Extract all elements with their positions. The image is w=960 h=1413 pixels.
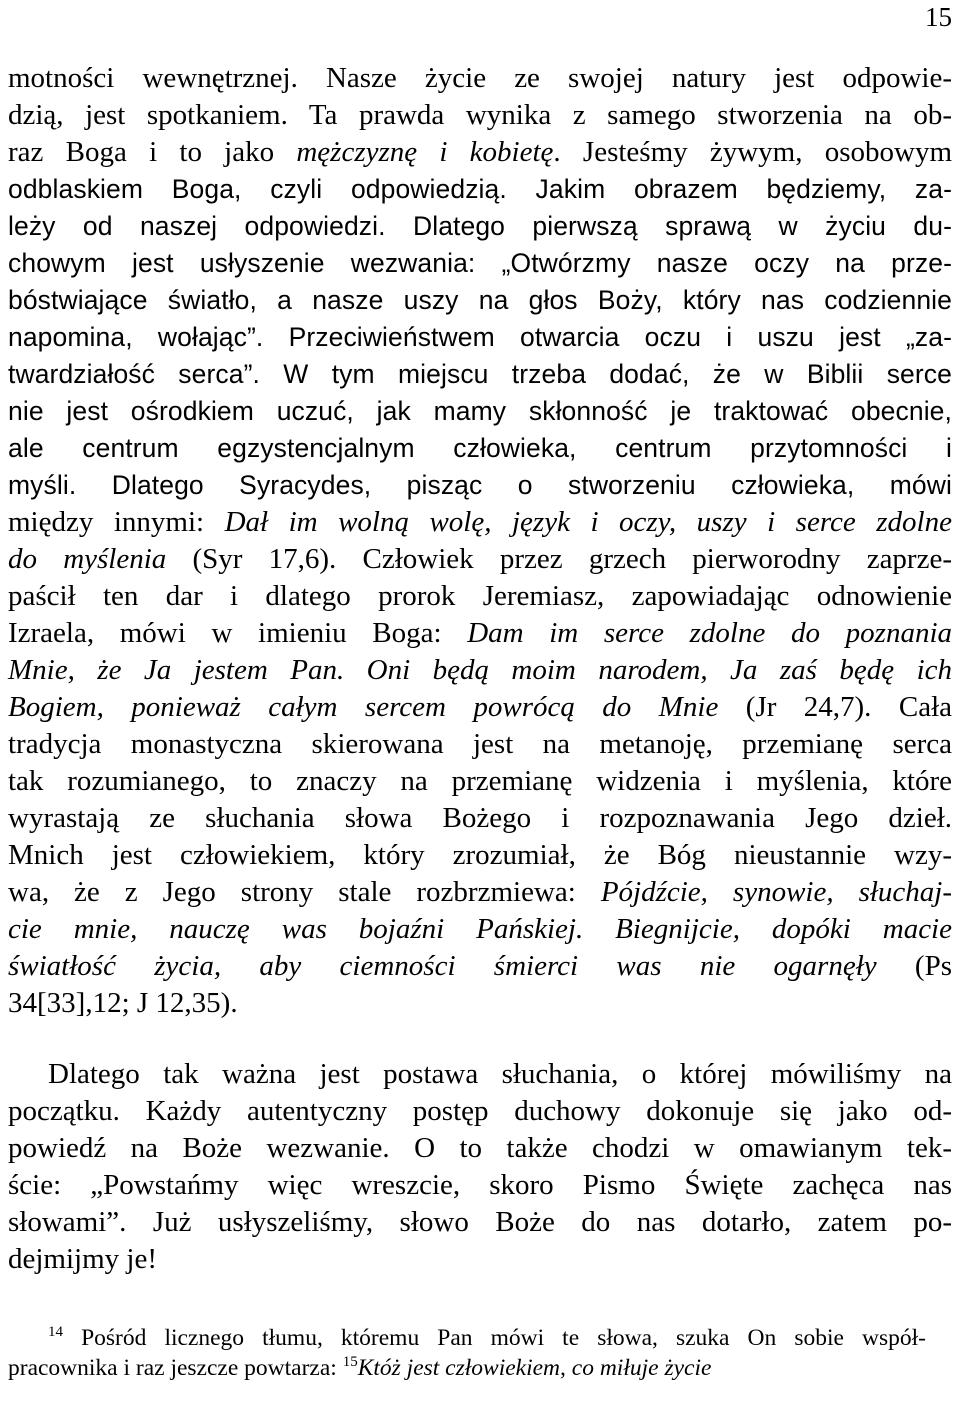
text-line: Izraela, mówi w imieniu Boga: Dam im serce zdolne do poznania — [8, 617, 952, 649]
footnote-14: $^{14}$ Pośród licznego tłumu, któremu Pan mówi te słowa, szuka On sobie współ- — [48, 1324, 926, 1351]
italic-quote: Bogiem, ponieważ całym sercem powrócą do Mnie — [8, 691, 719, 723]
italic-quote: Dał im wolną wolę, język i oczy, uszy i serce zdolne — [224, 506, 952, 538]
text-line: motności wewnętrznej. Nasze życie ze swojej natury jest odpowie- — [8, 62, 952, 94]
text-line: 34[33],12; J 12,35). — [8, 987, 238, 1019]
text-line: Bogiem, ponieważ całym sercem powrócą do Mnie (Jr 24,7). Cała — [8, 691, 952, 723]
text-line: wyrastają ze słuchania słowa Bożego i rozpoznawania Jego dzieł. — [8, 802, 952, 834]
text-line: Mnie, że Ja jestem Pan. Oni będą moim narodem, Ja zaś będę ich — [8, 654, 952, 686]
footnote-14-continuation: pracownika i raz jeszcze powtarza: $^{15}$Któż jest człowiekiem, co miłuje życie — [8, 1354, 712, 1381]
text-line: ale centrum egzystencjalnym człowieka, centrum przytomności i — [8, 433, 952, 463]
italic-quote: Dam im serce zdolne do poznania — [467, 617, 952, 649]
text-line: bóstwiające światło, a nasze uszy na głos Boży, który nas codziennie — [8, 285, 952, 315]
italic-phrase: mężczyznę i kobietę — [296, 136, 554, 168]
text-line: myśli. Dlatego Syracydes, pisząc o stworzeniu człowieka, mówi — [8, 470, 952, 500]
text-line: tak rozumianego, to znaczy na przemianę widzenia i myślenia, które — [8, 765, 952, 797]
text-line: ście: „Powstańmy więc wreszcie, skoro Pismo Święte zachęca nas — [8, 1169, 952, 1201]
text-line: słowami”. Już usłyszeliśmy, słowo Boże do nas dotarło, zatem po- — [8, 1206, 952, 1238]
text-line: wa, że z Jego strony stale rozbrzmiewa: Pójdźcie, synowie, słuchaj- — [8, 876, 952, 908]
text-line: raz Boga i to jako mężczyznę i kobietę. Jesteśmy żywym, osobowym — [8, 136, 953, 168]
text-line: leży od naszej odpowiedzi. Dlatego pierwszą sprawą w życiu du- — [8, 211, 952, 241]
text-line: Dlatego tak ważna jest postawa słuchania, o której mówiliśmy na — [48, 1058, 952, 1090]
text-line: tradycja monastyczna skierowana jest na metanoję, przemianę serca — [8, 728, 952, 760]
text-line: nie jest ośrodkiem uczuć, jak mamy skłonność je traktować obecnie, — [8, 396, 952, 426]
italic-quote: światłość życia, aby ciemności śmierci was nie ogarnęły — [8, 950, 877, 982]
text-line: początku. Każdy autentyczny postęp duchowy dokonuje się jako od- — [8, 1095, 952, 1127]
text-line: napomina, wołając”. Przeciwieństwem otwarcia oczu i uszu jest „za- — [8, 322, 952, 352]
italic-quote: do myślenia — [8, 543, 167, 575]
text-line: do myślenia (Syr 17,6). Człowiek przez grzech pierworodny zaprze- — [8, 543, 952, 575]
text-line: twardziałość serca”. W tym miejscu trzeba dodać, że w Biblii serce — [8, 359, 952, 389]
italic-quote: Pójdźcie, synowie, słuchaj- — [600, 876, 952, 908]
text-line: chowym jest usłyszenie wezwania: „Otwórzmy nasze oczy na prze- — [8, 248, 952, 278]
text-line: paścił ten dar i dlatego prorok Jeremiasz, zapowiadając odnowienie — [8, 580, 952, 612]
text-line: odblaskiem Boga, czyli odpowiedzią. Jakim obrazem będziemy, za- — [8, 174, 952, 204]
text-line: cie mnie, nauczę was bojaźni Pańskiej. Biegnijcie, dopóki macie — [8, 913, 952, 945]
text-line: powiedź na Boże wezwanie. O to także chodzi w omawianym tek- — [8, 1132, 952, 1164]
footnote-marker: 15 — [342, 1354, 358, 1370]
text-line: Mnich jest człowiekiem, który zrozumiał, że Bóg nieustannie wzy- — [8, 839, 952, 871]
text-line: światłość życia, aby ciemności śmierci was nie ogarnęły (Ps — [8, 950, 952, 982]
footnote-15: Któż jest człowiekiem, co miłuje życie — [357, 1355, 712, 1381]
page-number: 15 — [925, 2, 952, 32]
text-line: między innymi: Dał im wolną wolę, język i oczy, uszy i serce zdolne — [8, 506, 952, 538]
footnote-marker: 14 — [48, 1324, 63, 1340]
text-line: dzią, jest spotkaniem. Ta prawda wynika z samego stworzenia na ob- — [8, 99, 952, 131]
text-line: dejmijmy je! — [8, 1243, 157, 1275]
